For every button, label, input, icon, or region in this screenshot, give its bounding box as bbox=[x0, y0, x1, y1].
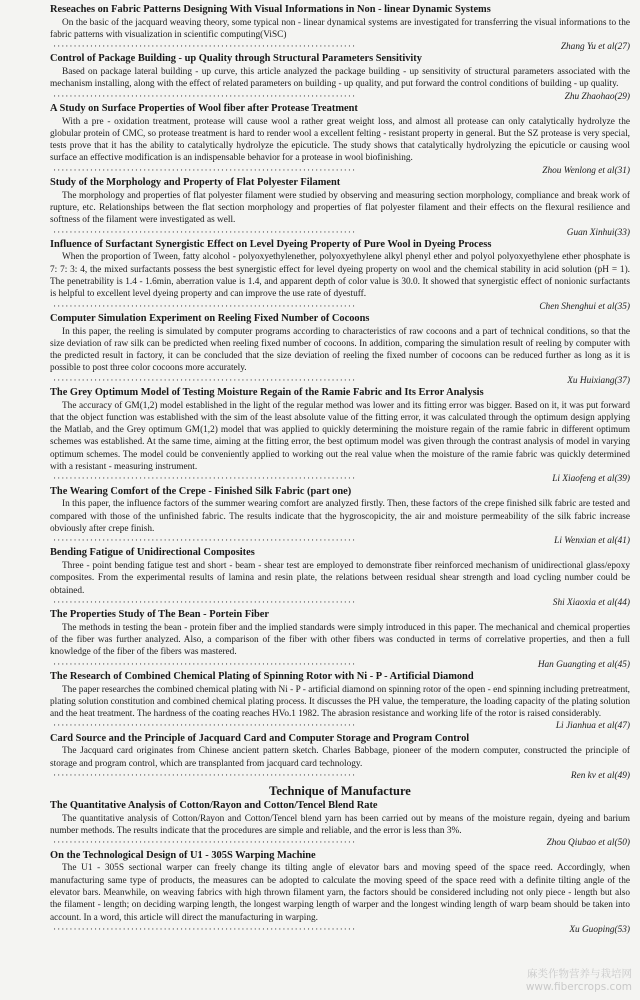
entry-citation bbox=[50, 301, 630, 313]
entry-title: Bending Fatigue of Unidirectional Composites bbox=[50, 547, 255, 559]
entry-title: Reseaches on Fabric Patterns Designing With Visual Informations in Non - linear Dynamic Systems bbox=[50, 4, 491, 15]
abstract-entry bbox=[50, 609, 630, 671]
leader-dots: ·········································································· bbox=[53, 659, 357, 670]
entry-abstract: The methods in testing the bean - protein fiber and the implied standards were simply introduced in this paper. The mechanical and chemical properties of the fiber was further analyzed. Also, a comparison of the fiber with other fibers was conducted in terms of correlative properties, and then a full knowledge of the fiber of the fibers was mastered. bbox=[50, 622, 630, 658]
leader-dots: ·········································································· bbox=[53, 770, 357, 781]
entry-citation bbox=[50, 473, 630, 485]
entries-group-b bbox=[50, 800, 630, 936]
entry-citation bbox=[50, 375, 630, 387]
entry-author: Zhang Yu et al(27) bbox=[560, 42, 630, 53]
entry-abstract: When the proportion of Tween, fatty alcohol - polyoxyethylenether, polyoxyethylene alkyl phenyl ether and polyol polyoxyethylene ether phosphate is 7: 7: 3: 4, the mixed surfactants possess the best synergistic effect for level dyeing property on wool and the chemical stability in acid solution (pH = 1). The penetrability is 1.4 - 1.6min, aberration value is 1.4, and apparent depth of color value is 30.0. It showed that synergistic effect of nonionic surfactants is helpful to excellent level dyeing property and can improve the use rate of dyestuff. bbox=[50, 252, 630, 300]
abstract-entry bbox=[50, 800, 630, 849]
entry-citation bbox=[50, 165, 630, 177]
entry-abstract: The U1 - 305S sectional warper can freely change its tilting angle of elevator bars and moving speed of the space reed. Accordingly, when manufacturing same type of products, the measures can be adopted to calculate the moving speed of the space reed with a definite tilting angle of the elevator bars. Meanwhile, on weaving fabrics with high thrown filament yarn, the factors should be considered including not only piece - length but also the filament - length; on deciding warping length, the longest warping length of warper and the longest winding length of warp beam should be taken into account. In a word, this article will direct the manufacturing in warping. bbox=[50, 863, 630, 923]
leader-dots: ·········································································· bbox=[53, 227, 357, 238]
entry-title: Study of the Morphology and Property of Flat Polyester Filament bbox=[50, 177, 341, 189]
abstract-page bbox=[50, 4, 630, 936]
abstract-entry bbox=[50, 103, 630, 177]
watermark-url: www.fibercrops.com bbox=[525, 981, 632, 993]
entry-title: A Study on Surface Properties of Wool fiber after Protease Treatment bbox=[50, 102, 358, 114]
entry-abstract: The morphology and properties of flat polyester filament were studied by observing and measuring section morphology, compliance and break work of rupture, etc. Relationships between the flat section morphology and properties of flat polyester filament and their effects on the flexural resilience and softness of the filament were investigated as well. bbox=[50, 190, 630, 226]
site-watermark bbox=[526, 968, 632, 994]
abstract-entry bbox=[50, 177, 630, 239]
entry-author: Ren kv et al(49) bbox=[570, 770, 630, 781]
entry-author: Xu Huixiang(37) bbox=[567, 375, 630, 386]
entry-citation bbox=[50, 227, 630, 239]
entry-author: Zhu Zhaohao(29) bbox=[564, 91, 630, 102]
entry-citation bbox=[50, 41, 630, 53]
abstract-entry bbox=[50, 4, 630, 53]
leader-dots: ·········································································· bbox=[53, 375, 357, 386]
leader-dots: ·········································································· bbox=[53, 474, 357, 485]
leader-dots: ·········································································· bbox=[53, 91, 357, 102]
entry-author: Zhou Qiubao et al(50) bbox=[546, 838, 630, 849]
abstract-entry bbox=[50, 486, 630, 548]
entry-abstract: Three - point bending fatigue test and short - beam - shear test are employed to demonstrate fiber reinforced mechanism of unidirectional glass/epoxy composites. From the experimental results of lamina and resin plate, the relations between residual shear strength and load cycling number could be obtained. bbox=[50, 561, 630, 596]
entry-author: Shi Xiaoxia et al(44) bbox=[552, 597, 630, 608]
entry-abstract: In this paper, the influence factors of the summer wearing comfort are analyzed firstly. Then, these factors of the crepe finished silk fabric are tested and compared with those of the unfinished fabric. The results indicate that the hygroscopicity, the air and moisture permeability of the silk fabric increase obviously after crepe finish. bbox=[50, 499, 630, 534]
entry-title: The Properties Study of The Bean - Portein Fiber bbox=[50, 609, 269, 621]
entries-group-a bbox=[50, 4, 630, 782]
abstract-entry bbox=[50, 671, 630, 733]
entry-author: Li Xiaofeng et al(39) bbox=[552, 474, 630, 485]
entry-title: The Wearing Comfort of the Crepe - Finished Silk Fabric (part one) bbox=[50, 485, 352, 497]
entry-title: The Quantitative Analysis of Cotton/Rayon and Cotton/Tencel Blend Rate bbox=[50, 800, 378, 812]
leader-dots: ·········································································· bbox=[53, 721, 357, 732]
abstract-entry bbox=[50, 733, 630, 782]
leader-dots: ·········································································· bbox=[53, 597, 357, 608]
entry-author: Xu Guoping(53) bbox=[569, 924, 630, 935]
leader-dots: ·········································································· bbox=[53, 838, 357, 849]
entry-title: Computer Simulation Experiment on Reeling Fixed Number of Cocoons bbox=[50, 312, 370, 324]
entry-abstract: Based on package lateral building - up curve, this article analyzed the package building - up sensitivity of structural parameters associated with the mechanism installing, along with the effect of related parameters on building - up quality, and put forward the control conditions of building - up quality. bbox=[50, 67, 630, 90]
entry-citation bbox=[50, 535, 630, 547]
entry-citation bbox=[50, 659, 630, 671]
abstract-entry bbox=[50, 53, 630, 102]
abstract-entry bbox=[50, 239, 630, 313]
entry-title: Card Source and the Principle of Jacquard Card and Computer Storage and Program Control bbox=[50, 732, 470, 744]
leader-dots: ·········································································· bbox=[53, 165, 357, 176]
entry-abstract: The paper researches the combined chemical plating with Ni - P - artificial diamond on spinning rotor of the open - end spinning including pretreatment, plating solution constitution and combined chemical plating process. It discusses the PH value, the temperature, the loading capacity of the plating solution and the heat treatment. The hardness of the coating reaches HVo.1 1982. The abrasion resistance and working life of the rotor is raised considerably. bbox=[50, 684, 630, 720]
entry-title: The Grey Optimum Model of Testing Moisture Regain of the Ramie Fabric and Its Error Analysis bbox=[50, 386, 484, 398]
entry-title: The Research of Combined Chemical Plating of Spinning Rotor with Ni - P - Artificial Diamond bbox=[50, 671, 474, 682]
entry-abstract: The quantitative analysis of Cotton/Rayon and Cotton/Tencel blend yarn has been carried out by means of the moisture regain, dyeing and barium number methods. The results indicate that the procedures are simple and reliable, and the error is less than 3%. bbox=[50, 813, 630, 837]
entry-citation bbox=[50, 770, 630, 782]
entry-title: Control of Package Building - up Quality through Structural Parameters Sensitivity bbox=[50, 53, 422, 65]
entry-title: Influence of Surfactant Synergistic Effect on Level Dyeing Property of Pure Wool in Dyeing Process bbox=[50, 238, 492, 250]
entry-author: Li Jianhua et al(47) bbox=[555, 721, 630, 732]
entry-abstract: In this paper, the reeling is simulated by computer programs according to characteristics of raw cocoons and a part of technical conditions, so that the size deviation of raw silk can be predicted when reeling fixed number of cocoons. In addition, comparing the simulation result of reeling by computer with the predicted result in factory, it can be concluded that the size deviation of reeling the fixed number of cocoons can be reduced further as long as it is possible to post three color cocoons more accurately. bbox=[50, 326, 630, 374]
entry-title: On the Technological Design of U1 - 305S Warping Machine bbox=[50, 849, 316, 861]
entry-author: Chen Shenghui et al(35) bbox=[539, 301, 630, 312]
entry-abstract: The Jacquard card originates from Chinese ancient pattern sketch. Charles Babbage, pioneer of the modern computer, constructed the principle of storage and program control, which are transplanted from jacquard card technology. bbox=[50, 746, 630, 769]
entry-author: Han Guangting et al(45) bbox=[537, 659, 630, 670]
entry-citation bbox=[50, 924, 630, 936]
entry-citation bbox=[50, 91, 630, 103]
entry-abstract: On the basic of the jacquard weaving theory, some typical non - linear dynamical systems are investigated for transferring the visual informations to the fabric patterns with visualization in scientific computing(ViSC) bbox=[50, 17, 630, 40]
entry-author: Li Wenxian et al(41) bbox=[554, 536, 630, 547]
entry-author: Zhou Wenlong et al(31) bbox=[542, 165, 630, 176]
abstract-entry bbox=[50, 387, 630, 486]
section-heading: Technique of Manufacture bbox=[269, 784, 411, 799]
entry-author: Guan Xinhui(33) bbox=[566, 227, 630, 238]
leader-dots: ·········································································· bbox=[53, 301, 357, 312]
entry-abstract: With a pre - oxidation treatment, protease will cause wool a rather great weight loss, and almost all protease can only catalytically hydrolyze the globular protein of CMC, so protease treatment is hard to render wool a excellent felting - resistant property in general. But the SZ protease is very special, tests prove that it has the ability to catalytically hydrolyze the epicuticle. The study shows that catalytically hydrolyzing the epicuticle or causing wool surface an effective modification is an indispensable behavior for a protease in wool biofinishing. bbox=[50, 116, 630, 164]
leader-dots: ·········································································· bbox=[53, 536, 357, 547]
entry-abstract: The accuracy of GM(1,2) model established in the light of the regular method was lower and its fitting error was bigger. Based on it, it was put forward that the object function was established with the sim of the least absolute value of the fitting error, it was calculated through the optimum design applying the Matlab, and the Grey optimum GM(1,2) model that was applied to quickly determining the moisture regain of the ramie fabric in different optimum schemes was established. At the same time, aiming at the fitting error, the best optimum model was given through the contrast analysis of model in varying optimum schemes. The model could be conveniently applied to working out the real value when the moisture of the ramie fabric was quickly determined with a resistant - measuring instrument. bbox=[50, 400, 630, 473]
watermark-name: 麻类作物营养与栽培网 bbox=[527, 968, 632, 980]
abstract-entry bbox=[50, 547, 630, 609]
leader-dots: ·········································································· bbox=[53, 924, 357, 935]
leader-dots: ·········································································· bbox=[53, 42, 357, 53]
entry-citation bbox=[50, 720, 630, 732]
abstract-entry bbox=[50, 850, 630, 936]
entry-citation bbox=[50, 597, 630, 609]
entry-citation bbox=[50, 837, 630, 849]
abstract-entry bbox=[50, 313, 630, 387]
